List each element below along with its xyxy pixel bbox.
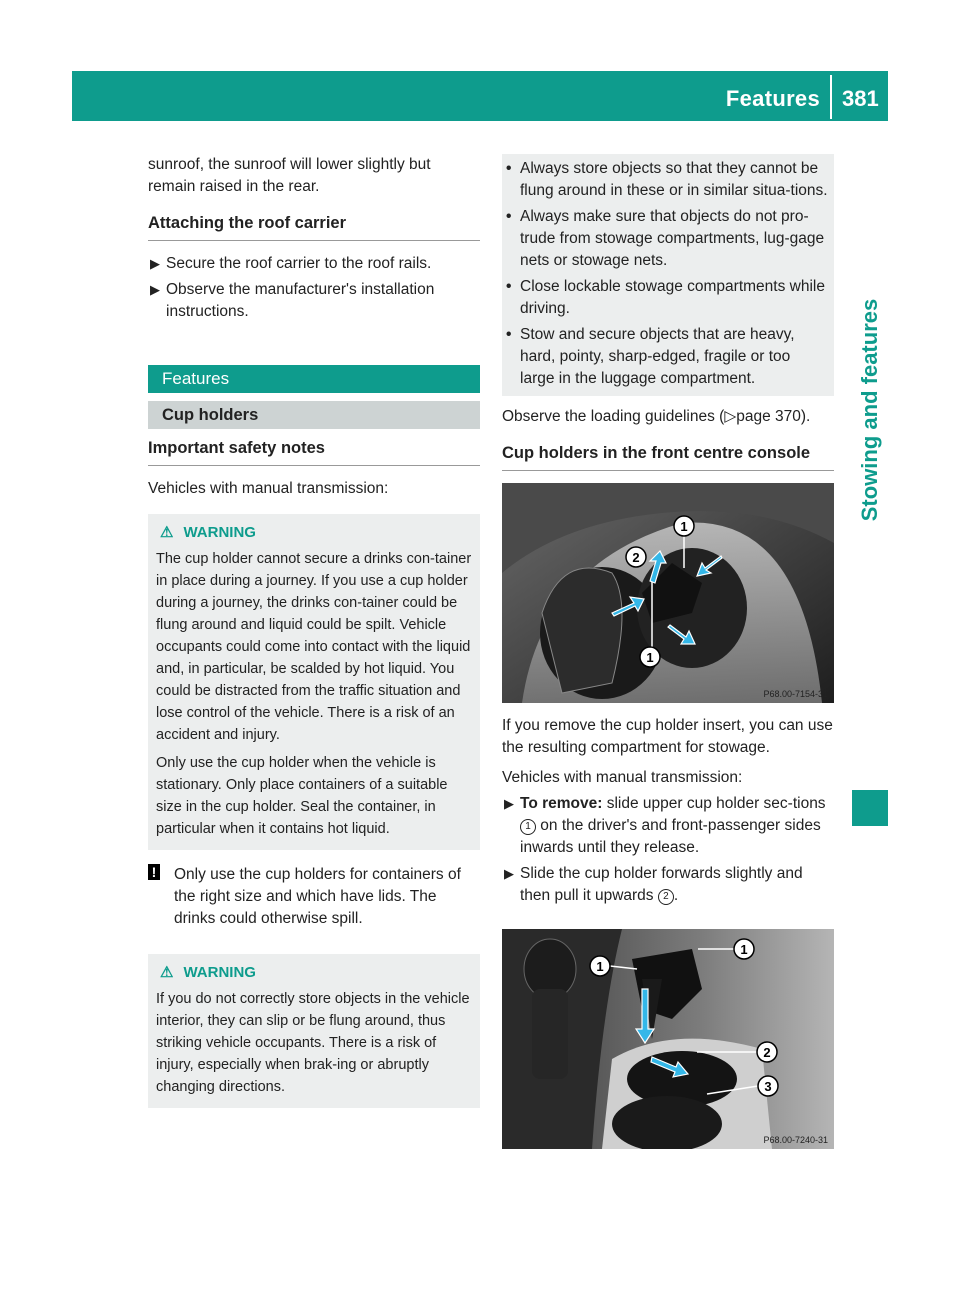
callout-ref: 2 [658,889,674,905]
heading-front-cup-holders: Cup holders in the front centre console [502,444,811,462]
callout-label: 2 [763,1045,771,1060]
side-tab-label: Stowing and features [857,298,882,522]
photo-code: P68.00-7240-31 [763,1135,828,1145]
side-tab-marker [852,790,888,826]
callout-label: 1 [740,942,748,957]
warning-text: The cup holder cannot secure a drinks con-tainer in place during a journey. If you use a cup holder during a journey, the drinks con-tainer could be flung around and liquid could be spilt. Vehicle occupants could come into contact with the liquid and, in particular, be scalded by hot liquid. You could be distracted from the traffic situation and lose control of the vehicle. There is a risk of an accident and injury. [156,551,472,743]
callout-label: 3 [764,1079,772,1094]
notice-text: Only use the cup holders for containers of the right size and which have lids. The drinks could otherwise spill. [174,866,461,927]
warning-triangle-icon: ⚠ [160,524,174,541]
warning-text: Only use the cup holder when the vehicle is stationary. Only place containers of a suitable size in the cup holder. Seal the container, in particular when it contains hot liquid. [156,755,448,837]
page-number: 381 [842,86,879,111]
step-item: ▶ To remove: slide upper cup holder sec-tions 1 on the driver's and front-passenger sides inwards until they release. [504,795,826,856]
heading-safety-notes: Important safety notes [148,439,325,457]
loading-guidelines-text: Observe the loading guidelines (▷page 370). [502,408,811,425]
step-item: ▶ Slide the cup holder forwards slightly and then pull it upwards 2 . [504,865,803,904]
safety-bullet: • Always store objects so that they cannot be flung around in these or in similar situa-tions. [506,160,828,199]
left-column [148,154,480,1108]
step-arrow-icon: ▶ [504,866,514,881]
heading-roof-carrier: Attaching the roof carrier [148,214,347,232]
step-arrow-icon: ▶ [150,282,160,297]
page-ref-link[interactable]: page 370). [736,408,811,425]
step-item: ▶ Observe the manufacturer's installation instructions. [150,281,435,320]
heading-rule [502,470,834,471]
side-tab [852,130,888,690]
remove-insert-text: If you remove the cup holder insert, you can use the resulting compartment for stowage. [502,717,833,756]
manual-transmission-text: Vehicles with manual transmission: [502,769,743,786]
manual-transmission-text: Vehicles with manual transmission: [148,480,389,497]
callout-ref: 1 [520,819,536,835]
cup-holder-photo [502,483,834,703]
photo-code: P68.00-7154-31 [763,689,828,699]
notice-item [148,864,480,930]
warning-box [148,954,480,1108]
page-section-title: Features [725,86,820,111]
warning-text: If you do not correctly store objects in the vehicle interior, they can slip or be flung around, thus striking vehicle occupants. There is a risk of injury, especially when brak-ing or abruptly changing directions. [156,991,470,1095]
callout-label: 1 [680,519,688,534]
callout-label: 1 [646,650,654,665]
safety-bullet: • Always make sure that objects do not pro-trude from stowage compartments, lug-gage nets or stowage nets. [506,208,825,269]
warning-heading: ⚠ WARNING [156,522,472,544]
cup-holders-bar: Cup holders [148,401,480,429]
callout-label: 2 [632,550,640,565]
step-item: ▶ Secure the roof carrier to the roof rails. [148,253,480,275]
cup-holder-removal-photo [502,929,834,1149]
features-bar: Features [148,365,480,393]
warning-triangle-icon: ⚠ [160,964,174,981]
right-column [502,154,834,1149]
step-arrow-icon: ▶ [504,796,514,811]
step-arrow-icon: ▶ [150,256,160,271]
intro-text: sunroof, the sunroof will lower slightly but remain raised in the rear. [148,156,431,195]
safety-bullet: • Stow and secure objects that are heavy, hard, pointy, sharp-edged, fragile or too large in the luggage compartment. [506,326,795,387]
heading-rule [148,465,480,466]
cup-holder-removal-illustration [502,929,834,1149]
heading-rule [148,240,480,241]
warning-heading: ⚠ WARNING [156,962,472,984]
page-ref-arrow-icon: ▷ [724,408,737,425]
exclamation-icon: ! [148,864,160,880]
callout-label: 1 [596,959,604,974]
header-divider [830,75,832,119]
safety-bullet: • Close lockable stowage compartments while driving. [506,278,825,317]
warning-box [148,514,480,850]
cup-holder-illustration [502,483,834,703]
safety-bullets-box [502,154,834,396]
